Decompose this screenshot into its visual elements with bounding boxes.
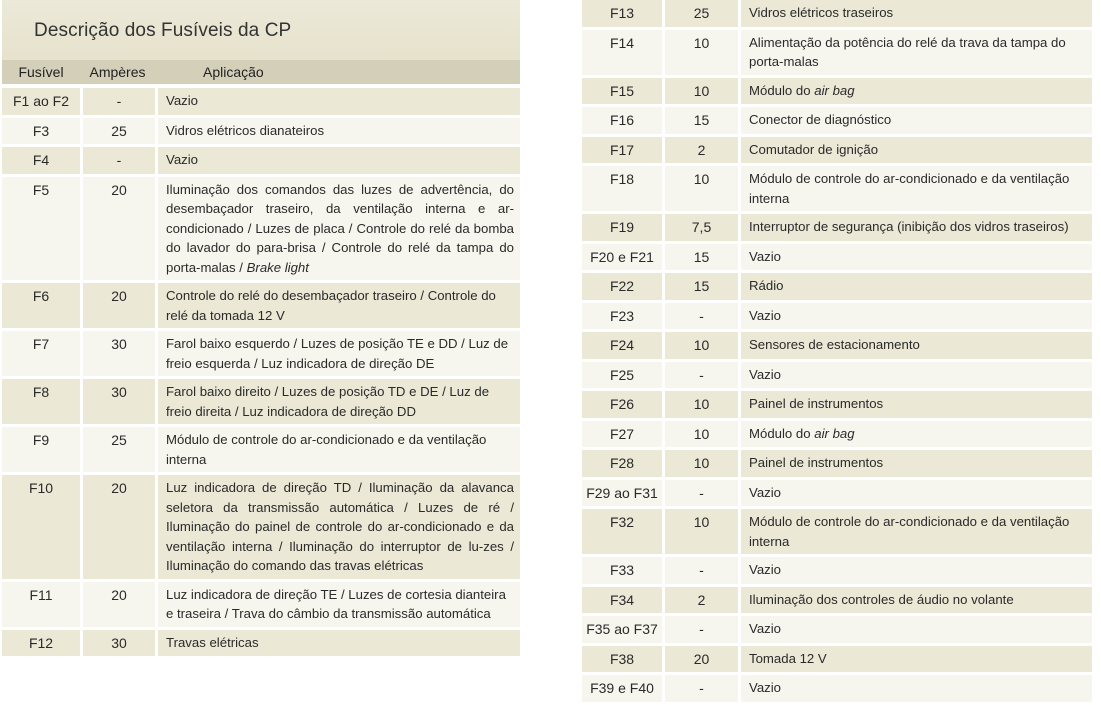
fuse-id: F39 e F40	[582, 675, 662, 702]
table-row	[582, 332, 1092, 359]
table-row	[582, 509, 1092, 554]
fuse-amperes: 15	[662, 273, 738, 300]
table-row	[2, 283, 520, 328]
fuse-amperes: -	[662, 675, 738, 702]
application-text: Rádio	[749, 278, 784, 293]
table-row	[582, 421, 1092, 448]
table-row	[582, 391, 1092, 418]
application-text: Vazio	[749, 680, 782, 695]
fuse-id: F14	[582, 30, 662, 75]
fuse-amperes: 10	[662, 450, 738, 477]
fuse-id: F20 e F21	[582, 244, 662, 271]
application-text: Vidros elétricos dianateiros	[166, 122, 325, 138]
application-text: Tomada 12 V	[749, 650, 827, 666]
fuse-id: F13	[582, 0, 662, 27]
column-header	[2, 60, 520, 84]
fuse-amperes: 15	[662, 244, 738, 271]
fuse-amperes: 15	[662, 107, 738, 134]
fuse-amperes: -	[662, 616, 738, 643]
fuse-id: F9	[2, 427, 80, 472]
fuse-id: F29 ao F31	[582, 480, 662, 507]
application-italic-text: Brake light	[246, 259, 309, 275]
application-text: Vazio	[749, 621, 782, 636]
fuse-id: F8	[2, 379, 80, 424]
fuse-id: F11	[2, 582, 80, 627]
fuse-amperes: 25	[662, 0, 738, 27]
fuse-id: F24	[582, 332, 662, 359]
page-title: Descrição dos Fusíveis da CP	[34, 20, 292, 41]
fuse-application	[738, 0, 1092, 27]
fuse-amperes: 10	[662, 166, 738, 211]
fuse-amperes: 20	[80, 283, 155, 328]
application-text: Luz indicadora de direção TE / Luzes de cortesia dianteira e traseira / Trava do câmbio da transmissão automática	[166, 586, 506, 621]
fuse-application	[155, 427, 520, 472]
fuse-id: F5	[2, 177, 80, 281]
fuse-amperes: 10	[662, 332, 738, 359]
table-row	[2, 147, 520, 174]
fuse-id: F35 ao F37	[582, 616, 662, 643]
fuse-amperes: -	[662, 303, 738, 330]
application-italic-text: air bag	[814, 82, 855, 98]
application-text: Farol baixo esquerdo / Luzes de posição TE e DD / Luz de freio esquerda / Luz indicadora de direção DE	[166, 336, 509, 371]
application-text: Iluminação dos controles de áudio no volante	[749, 591, 1014, 607]
fuse-amperes: -	[80, 147, 155, 174]
application-text: Travas elétricas	[166, 634, 259, 650]
table-row	[582, 557, 1092, 584]
table-row	[2, 475, 520, 579]
application-text: Módulo de controle do ar-condicionado e da ventilação interna	[749, 171, 1070, 206]
table-row	[2, 177, 520, 281]
fuse-amperes: 20	[80, 177, 155, 281]
fuse-id: F34	[582, 587, 662, 614]
fuse-id: F38	[582, 646, 662, 673]
fuse-application	[738, 509, 1092, 554]
application-text: Vazio	[749, 248, 782, 264]
left-fuse-panel	[2, 0, 520, 659]
fuse-id: F23	[582, 303, 662, 330]
table-row	[582, 303, 1092, 330]
fuse-id: F6	[2, 283, 80, 328]
application-text: Módulo de controle do ar-condicionado e da ventilação interna	[749, 514, 1070, 549]
fuse-table-right	[582, 0, 1092, 705]
fuse-application	[738, 675, 1092, 702]
fuse-application	[155, 630, 520, 657]
title-band	[2, 0, 520, 60]
fuse-application	[738, 214, 1092, 241]
fuse-id: F32	[582, 509, 662, 554]
fuse-application	[155, 331, 520, 376]
fuse-amperes: 30	[80, 630, 155, 657]
table-row	[2, 331, 520, 376]
table-row	[582, 78, 1092, 105]
table-row	[582, 30, 1092, 75]
application-text: Controle do relé do desembaçador traseiro / Controle do relé da tomada 12 V	[166, 288, 496, 323]
fuse-id: F4	[2, 147, 80, 174]
fuse-application	[738, 362, 1092, 389]
fuse-amperes: -	[662, 362, 738, 389]
fuse-id: F10	[2, 475, 80, 579]
fuse-application	[155, 379, 520, 424]
fuse-amperes: 20	[80, 475, 155, 579]
fuse-id: F27	[582, 421, 662, 448]
fuse-amperes: 20	[80, 582, 155, 627]
fuse-id: F28	[582, 450, 662, 477]
fuse-application	[155, 88, 520, 115]
header-fuse: Fusível	[18, 64, 64, 80]
right-fuse-panel	[582, 0, 1092, 705]
fuse-id: F25	[582, 362, 662, 389]
fuse-application	[738, 587, 1092, 614]
table-row	[2, 630, 520, 657]
table-row	[582, 0, 1092, 27]
application-text: Vazio	[749, 307, 782, 323]
fuse-application	[155, 475, 520, 579]
header-amperes: Ampères	[89, 64, 146, 80]
fuse-amperes: -	[662, 480, 738, 507]
fuse-id: F18	[582, 166, 662, 211]
fuse-application	[738, 391, 1092, 418]
application-text: Sensores de estacionamento	[749, 337, 920, 352]
fuse-id: F1 ao F2	[2, 88, 80, 115]
fuse-id: F7	[2, 331, 80, 376]
table-row	[2, 379, 520, 424]
table-row	[582, 244, 1092, 271]
fuse-application	[738, 616, 1092, 643]
fuse-amperes: 20	[662, 646, 738, 673]
fuse-amperes: 10	[662, 421, 738, 448]
fuse-id: F33	[582, 557, 662, 584]
fuse-id: F17	[582, 137, 662, 164]
fuse-application	[155, 118, 520, 145]
fuse-application	[738, 303, 1092, 330]
fuse-id: F16	[582, 107, 662, 134]
application-text: Luz indicadora de direção TD / Iluminação da alavanca seletora da transmissão automática / Luzes de ré / Iluminação do painel de controle do ar-condicionado e da ventilação interna / Iluminação do interruptor de lu-zes / Iluminação do comando das travas elétricas	[166, 480, 514, 573]
fuse-application	[738, 107, 1092, 134]
header-application: Aplicação	[203, 64, 264, 80]
table-row	[582, 675, 1092, 702]
table-row	[582, 166, 1092, 211]
fuse-id: F15	[582, 78, 662, 105]
fuse-amperes: 30	[80, 331, 155, 376]
table-row	[582, 646, 1092, 673]
table-row	[582, 616, 1092, 643]
fuse-amperes: 10	[662, 78, 738, 105]
fuse-table-left	[2, 85, 520, 659]
application-text: Iluminação dos comandos das luzes de advertência, do desembaçador traseiro, da ventilação interna e ar-condicionado / Luzes de placa / Controle do relé da bomba do lavador do para-brisa / Controle do relé da tampa do porta-malas /	[166, 181, 514, 275]
application-text: Farol baixo direito / Luzes de posição TD e DE / Luz de freio direita / Luz indicadora de direção DD	[166, 384, 490, 419]
fuse-application	[155, 283, 520, 328]
fuse-application	[155, 147, 520, 174]
table-row	[2, 582, 520, 627]
table-row	[2, 427, 520, 472]
table-row	[582, 587, 1092, 614]
table-row	[582, 273, 1092, 300]
fuse-id: F3	[2, 118, 80, 145]
fuse-application	[738, 137, 1092, 164]
fuse-application	[738, 450, 1092, 477]
application-text: Comutador de ignição	[749, 141, 879, 157]
fuse-amperes: 30	[80, 379, 155, 424]
fuse-amperes: 2	[662, 587, 738, 614]
fuse-application	[738, 480, 1092, 507]
fuse-application	[738, 78, 1092, 105]
fuse-amperes: -	[662, 557, 738, 584]
application-text: Vazio	[749, 366, 782, 382]
fuse-amperes: 2	[662, 137, 738, 164]
fuse-application	[738, 30, 1092, 75]
fuse-amperes: 25	[80, 427, 155, 472]
fuse-application	[738, 244, 1092, 271]
application-text: Vazio	[166, 93, 199, 108]
table-row	[2, 88, 520, 115]
application-text: Módulo de controle do ar-condicionado e da ventilação interna	[166, 432, 487, 467]
table-row	[582, 362, 1092, 389]
fuse-id: F12	[2, 630, 80, 657]
application-italic-text: air bag	[814, 425, 855, 441]
application-text: Vidros elétricos traseiros	[749, 5, 894, 20]
fuse-amperes: 10	[662, 391, 738, 418]
application-text: Conector de diagnóstico	[749, 112, 892, 127]
fuse-amperes: 7,5	[662, 214, 738, 241]
application-text: Painel de instrumentos	[749, 455, 884, 470]
fuse-application	[738, 332, 1092, 359]
table-row	[582, 480, 1092, 507]
fuse-amperes: 25	[80, 118, 155, 145]
fuse-id: F26	[582, 391, 662, 418]
fuse-id: F22	[582, 273, 662, 300]
application-text: Painel de instrumentos	[749, 396, 884, 411]
fuse-application	[738, 166, 1092, 211]
fuse-amperes: -	[80, 88, 155, 115]
fuse-application	[738, 557, 1092, 584]
application-text: Módulo do	[749, 82, 815, 98]
fuse-amperes: 10	[662, 30, 738, 75]
fuse-application	[155, 177, 520, 281]
table-row	[582, 450, 1092, 477]
fuse-amperes: 10	[662, 509, 738, 554]
application-text: Módulo do	[749, 425, 815, 441]
fuse-application	[738, 421, 1092, 448]
fuse-application	[738, 273, 1092, 300]
table-row	[582, 137, 1092, 164]
fuse-id: F19	[582, 214, 662, 241]
table-row	[582, 107, 1092, 134]
application-text: Interruptor de segurança (inibição dos vidros traseiros)	[749, 219, 1069, 234]
table-row	[2, 118, 520, 145]
application-text: Vazio	[749, 562, 782, 577]
application-text: Alimentação da potência do relé da trava da tampa do porta-malas	[749, 34, 1066, 69]
table-row	[582, 214, 1092, 241]
fuse-application	[738, 646, 1092, 673]
application-text: Vazio	[749, 484, 782, 500]
application-text: Vazio	[166, 152, 199, 167]
fuse-application	[155, 582, 520, 627]
